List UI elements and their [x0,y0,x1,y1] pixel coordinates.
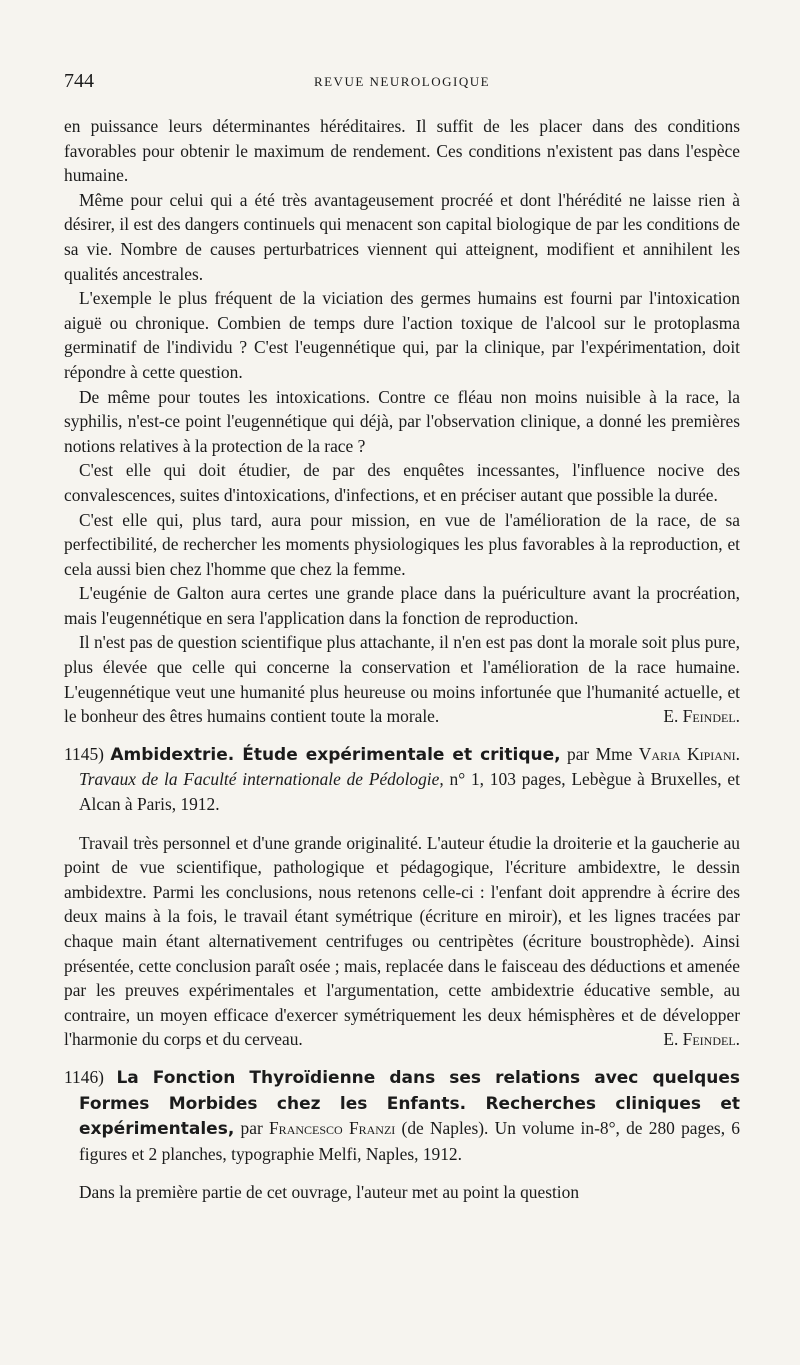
entry-title: La Fonction Thyroïdienne dans ses relations avec quelques Formes Morbides chez les Enfants. Recherches cliniques et expérimentales, [79,1067,740,1140]
paragraph: L'eugénie de Galton aura certes une grande place dans la puériculture avant la procréation, mais l'eugennétique en sera l'application dans la fonction de reproduction. [64,583,740,628]
article-continuation [64,114,740,729]
source-details: (de Naples). Un volume in-8°, de 280 pages, 6 figures et 2 planches, typographie Melfi, Naples, 1912. [79,1118,740,1164]
signature: E. Feindel. [663,706,740,727]
entry-1146-header [64,1065,740,1166]
entry-number: 1145) [64,743,104,764]
paragraph: Même pour celui qui a été très avantageusement procréé et dont l'hérédité ne laisse rien à désirer, il est des dangers continuels qui menacent son capital biologique de par les conditions de sa vie. Nombre de causes perturbatrices viennent qui atteignent, modifient et annihilent les qualités ancestrales. [64,189,740,284]
entry-title: Ambidextrie. Étude expérimentale et critique, [110,744,561,765]
author-prefix: par Mme [567,743,633,764]
entry-number: 1146) [64,1066,104,1087]
abstract-text: Dans la première partie de cet ouvrage, l'auteur met au point la question [79,1182,580,1203]
page [64,70,740,1205]
running-head: REVUE NEUROLOGIQUE [313,74,491,89]
source-details: n° 1, 103 pages, Lebègue à Bruxelles, et Alcan à Paris, 1912. [79,769,740,815]
page-header [64,70,740,96]
author-name: Varia Kipiani. [638,743,740,764]
author-name: Francesco Franzi [269,1118,396,1139]
paragraph: C'est elle qui doit étudier, de par des enquêtes incessantes, l'influence nocive des convalescences, suites d'intoxications, d'infections, et en préciser autant que possible la durée. [64,460,740,505]
abstract-text: Travail très personnel et d'une grande originalité. L'auteur étudie la droiterie et la gaucherie au point de vue scientifique, pathologique et pédagogique, l'écriture ambidextre, le dessin ambidextre. Parmi les conclusions, nous retenons celle-ci : l'enfant doit apprendre à écrire des deux mains à la fois, le travail étant symétrique (écriture en miroir), et les lignes tracées par chaque main étant alternativement centrifuges ou centripètes (écriture boustrophède). Ainsi présentée, cette conclusion paraît osée ; mais, replacée dans le faisceau des déductions et amenée par les preuves expérimentales et l'argumentation, cette ambidextrie éducative semble, au contraire, un moyen efficace d'exercer symétriquement les deux hémisphères et de développer l'harmonie du corps et du cerveau. [64,832,740,1050]
paragraph: De même pour toutes les intoxications. Contre ce fléau non moins nuisible à la race, la syphilis, n'est-ce point l'eugennétique qui déjà, par l'observation clinique, a donné les premières notions relatives à la protection de la race ? [64,386,740,456]
source-title: Travaux de la Faculté internationale de Pédologie, [79,769,444,790]
entry-1145-abstract [64,831,740,1052]
paragraph: C'est elle qui, plus tard, aura pour mission, en vue de l'amélioration de la race, de sa perfectibilité, de rechercher les moments physiologiques les plus favorables à la reproduction, et cela aussi bien chez l'homme que chez la femme. [64,509,740,579]
entry-1146-abstract [64,1180,740,1205]
paragraph: en puissance leurs déterminantes héréditaires. Il suffit de les placer dans des conditions favorables pour obtenir le maximum de rendement. Ces conditions n'existent pas dans l'espèce humaine. [64,116,740,186]
author-prefix: par [240,1118,263,1139]
signature: E. Feindel. [663,1029,740,1050]
paragraph: L'exemple le plus fréquent de la viciation des germes humains est fourni par l'intoxication aiguë ou chronique. Combien de temps dure l'action toxique de l'alcool sur le protoplasma germinatif de l'individu ? C'est l'eugennétique qui, par la clinique, par l'expérimentation, doit répondre à cette question. [64,288,740,382]
paragraph: Il n'est pas de question scientifique plus attachante, il n'en est pas dont la morale soit plus pure, plus élevée que celle qui concerne la conservation et l'amélioration de la race humaine. L'eugennétique veut une humanité plus heureuse ou moins infortunée que l'humanité actuelle, et le bonheur des êtres humains contient toute la morale. [64,632,740,727]
page-number: 744 [64,70,94,92]
entry-1145-header [64,742,740,817]
